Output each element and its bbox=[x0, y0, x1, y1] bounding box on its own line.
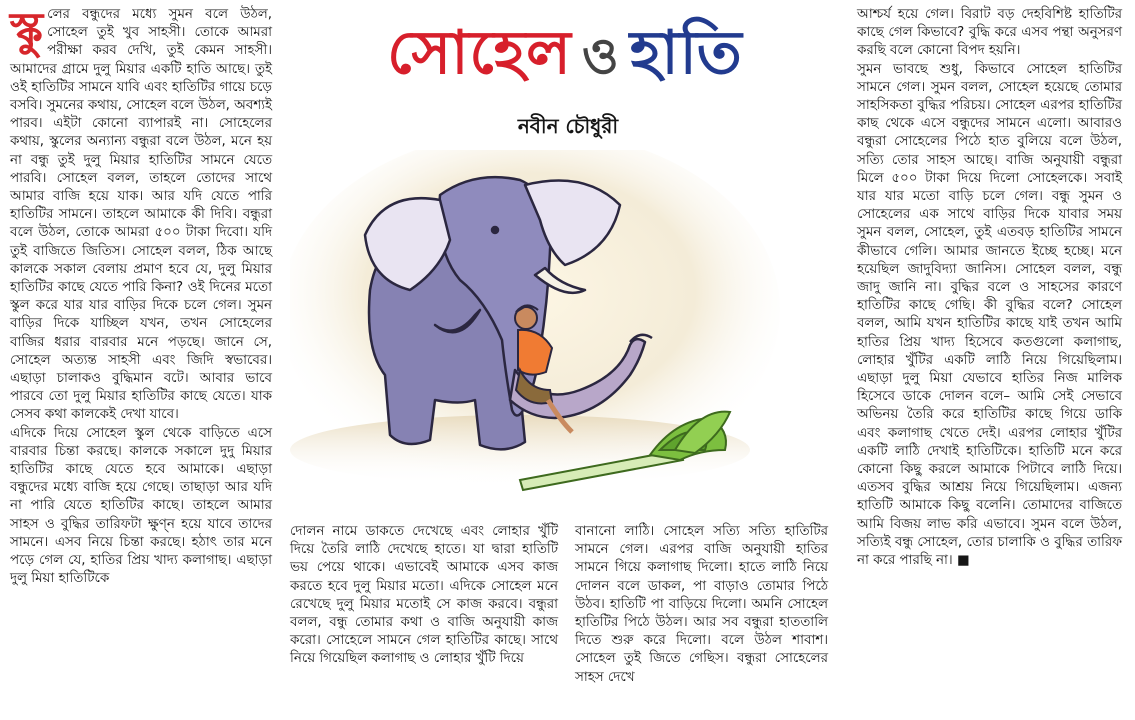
title-word-hati: হাতি bbox=[629, 18, 743, 88]
article-column-2 bbox=[290, 523, 558, 669]
author-byline: নবীন চৌধুরী bbox=[517, 114, 619, 138]
title-word-sohel: সোহেল bbox=[387, 18, 572, 88]
paragraph-6: সুমন ভাবছে শুধু, কিভাবে সোহেল হাতিটির সামনে গেল। সুমন বলল, সোহেল হয়েছে তোমার সাহসিকতা বুদ্ধির পরিচয়। সোহেল এরপর হাতিটির কাছ থেকে এসে বন্ধুদের সামনে এলো। আবারও বন্ধুরা সোহেলের পিঠে হাত বুলিয়ে বলে উঠল, সত্যি তোর সাহস আছে। বাজি অনুযায়ী বন্ধুরা মিলে ৫০০ টাকা দিয়ে দিলো সোহেলকে। সবাই যার যার মতো বাড়ি চলে গেল। বন্ধু সুমন ও সোহেলের এক সাথে বাড়ির দিকে যাবার সময় সুমন বলল, সোহেল, তুই এতবড় হাতিটির সামনে কীভাবে গেলি। আমার জানতে ইচ্ছে হচ্ছে। মনে হয়েছিল জাদুবিদ্যা জানিস। সোহেল বলল, বন্ধু জাদু জানি না। বুদ্ধির বলে ও সাহসের কারণে হাতিটির কাছে গেছি। কী বুদ্ধির বলে? সোহেল বলল, আমি যখন হাতিটির কাছে যাই তখন আমি হাতির প্রিয় খাদ্য হিসেবে কতগুলো কলাগাছ, লোহার খুঁটির একটি লাঠি নিয়ে গিয়েছিলাম। এছাড়া দুলু মিয়া যেভাবে হাতির নিজ মালিক হিসেবে ডাকে দোলন বলে– আমি সেই সেভাবে অভিনয় তৈরি করে হাতিটির কাছে গিয়ে ডাকি এবং কলাগাছ খেতে দেই। এরপর লোহার খুঁটির একটি লাঠি দেখাই হাতিটিকে। হাতিটি মনে করে কোনো কিছু করলে আমাকে পিটাবে লাঠি দিয়ে। এতসব বুদ্ধির আশ্রয় নিয়ে গিয়েছিলাম। এজন্য হাতিটি আমাকে কিছু বলেনি। তোমাদের বাজিতে আমি বিজয় লাভ করি এভাবে। সুমন বলে উঠল, সত্যিই বন্ধু সোহেল, তোর চালাকি ও বুদ্ধির তারিফ না করে পারছি না। ■ bbox=[857, 61, 1122, 569]
paragraph-5: আশ্চর্য হয়ে গেল। বিরাট বড় দেহবিশিষ্ট হাতিটির কাছে গেল কিভাবে? বুদ্ধি করে এসব পন্থা অনুসরণ করছি বলে কোনো বিপদ হয়নি। bbox=[857, 7, 1122, 59]
drop-cap: স্কু bbox=[10, 2, 44, 56]
article-column-4 bbox=[857, 6, 1122, 570]
article-title bbox=[340, 18, 790, 91]
paragraph-1-text: লের বন্ধুদের মধ্যে সুমন বলে উঠল, সোহেল তুই খুব সাহসী। তোকে আমরা পরীক্ষা করব দেখি, তুই কেমন সাহসী। আমাদের গ্রামে দুলু মিয়ার একটি হাতি আছে। তুই ওই হাতিটির সামনে যাবি এবং হাতিটির গায়ে চড়ে বসবি। সুমনের কথায়, সোহেল বলে উঠল, অবশ্যই পারব। এইটা কোনো ব্যাপারই না। সোহেলের কথায়, স্কুলের অন্যান্য বন্ধুরা বলে উঠল, মনে হয় না বন্ধু তুই দুলু মিয়ার হাতিটির সামনে যেতে পারবি। সোহেল বলল, তাহলে তোদের সাথে আমার বাজি হয়ে যাক। আর যদি যেতে পারি হাতিটির সামনে। তাহলে আমাকে কী দিবি। বন্ধুরা বলে উঠল, তোকে আমরা ৫০০ টাকা দিবো। যদি তুই বাজিতে জিতিস। সোহেল বলল, ঠিক আছে কালকে সকাল বেলায় প্রমাণ হবে যে, দুলু মিয়ার হাতিটির কাছে যেতে পারি কিনা? ওই দিনের মতো স্কুল করে যার যার বাড়ির দিকে চলে গেল। সুমন বাড়ির দিকে যাচ্ছিল যখন, তখন সোহেলের বাজির ধরার বারবার মনে পড়ছে। জানে সে, সোহেল অত্যন্ত সাহসী এবং জিদি স্বভাবের। এছাড়া চালাকও বুদ্ধিমান বটে। আবার ভাবে পারবে তো দুলু মিয়ার হাতিটির কাছে যেতে। যাক সেসব কথা কালকেই দেখা যাবে। bbox=[10, 7, 273, 423]
elephant-illustration bbox=[290, 150, 850, 510]
paragraph-1 bbox=[10, 2, 273, 425]
paragraph-3: দোলন নামে ডাকতে দেখেছে এবং লোহার খুঁটি দিয়ে তৈরি লাঠি দেখেছে হাতে। যা দ্বারা হাতিটি ভয় পেয়ে থাকে। এভাবেই আমাকে এসব কাজ করতে হবে দুলু মিয়ার মতো। এদিকে সোহেল মনে রেখেছে দুলু মিয়ার মতোই সে কাজ করবে। বন্ধুরা বলল, বন্ধু তোমার কথা ও বাজি অনুযায়ী কাজ করো। সোহেলে সামনে গেল হাতিটির কাছে। সাথে নিয়ে গিয়েছিল কলাগাছ ও লোহার খুঁটি দিয়ে bbox=[290, 524, 558, 667]
article-column-1 bbox=[10, 2, 273, 589]
paragraph-4: বানানো লাঠি। সোহেল সত্যি সত্যি হাতিটির সামনে গেল। এরপর বাজি অনুযায়ী হাতির সামনে গিয়ে কলাগাছ দিলো। হাতে লাঠি নিয়ে দোলন বলে ডাকল, পা বাড়াও তোমার পিঠে উঠব। হাতিটি পা বাড়িয়ে দিলো। অমনি সোহেল হাতিটির পিঠে উঠল। আর সব বন্ধুরা হাততালি দিতে শুরু করে দিলো। বলে উঠল শাবাশ। সোহেল তুই জিতে গেছিস। বন্ধুরা সোহেলের সাহস দেখে bbox=[575, 524, 828, 685]
paragraph-2: এদিকে দিয়ে সোহেল স্কুল থেকে বাড়িতে এসে বারবার চিন্তা করছে। কালকে সকালে দুদু মিয়ার হাতিটির কাছে যেতে হবে আমাকে। এছাড়া বন্ধুদের মধ্যে বাজি হয়ে গেছে। তাছাড়া আর যদি না পারি যেতে হাতিটির কাছে। তাহলে আমার সাহস ও বুদ্ধির তারিফটা ক্ষুণ্ন হয়ে যাবে তাদের সামনে। এসব নিয়ে চিন্তা করছে। হঠাৎ তার মনে পড়ে গেল যে, হাতির প্রিয় খাদ্য কলাগাছ। এছাড়া দুলু মিয়া হাতিটিকে bbox=[10, 425, 272, 587]
article-column-3 bbox=[575, 523, 828, 687]
title-word-o: ও bbox=[581, 26, 620, 85]
